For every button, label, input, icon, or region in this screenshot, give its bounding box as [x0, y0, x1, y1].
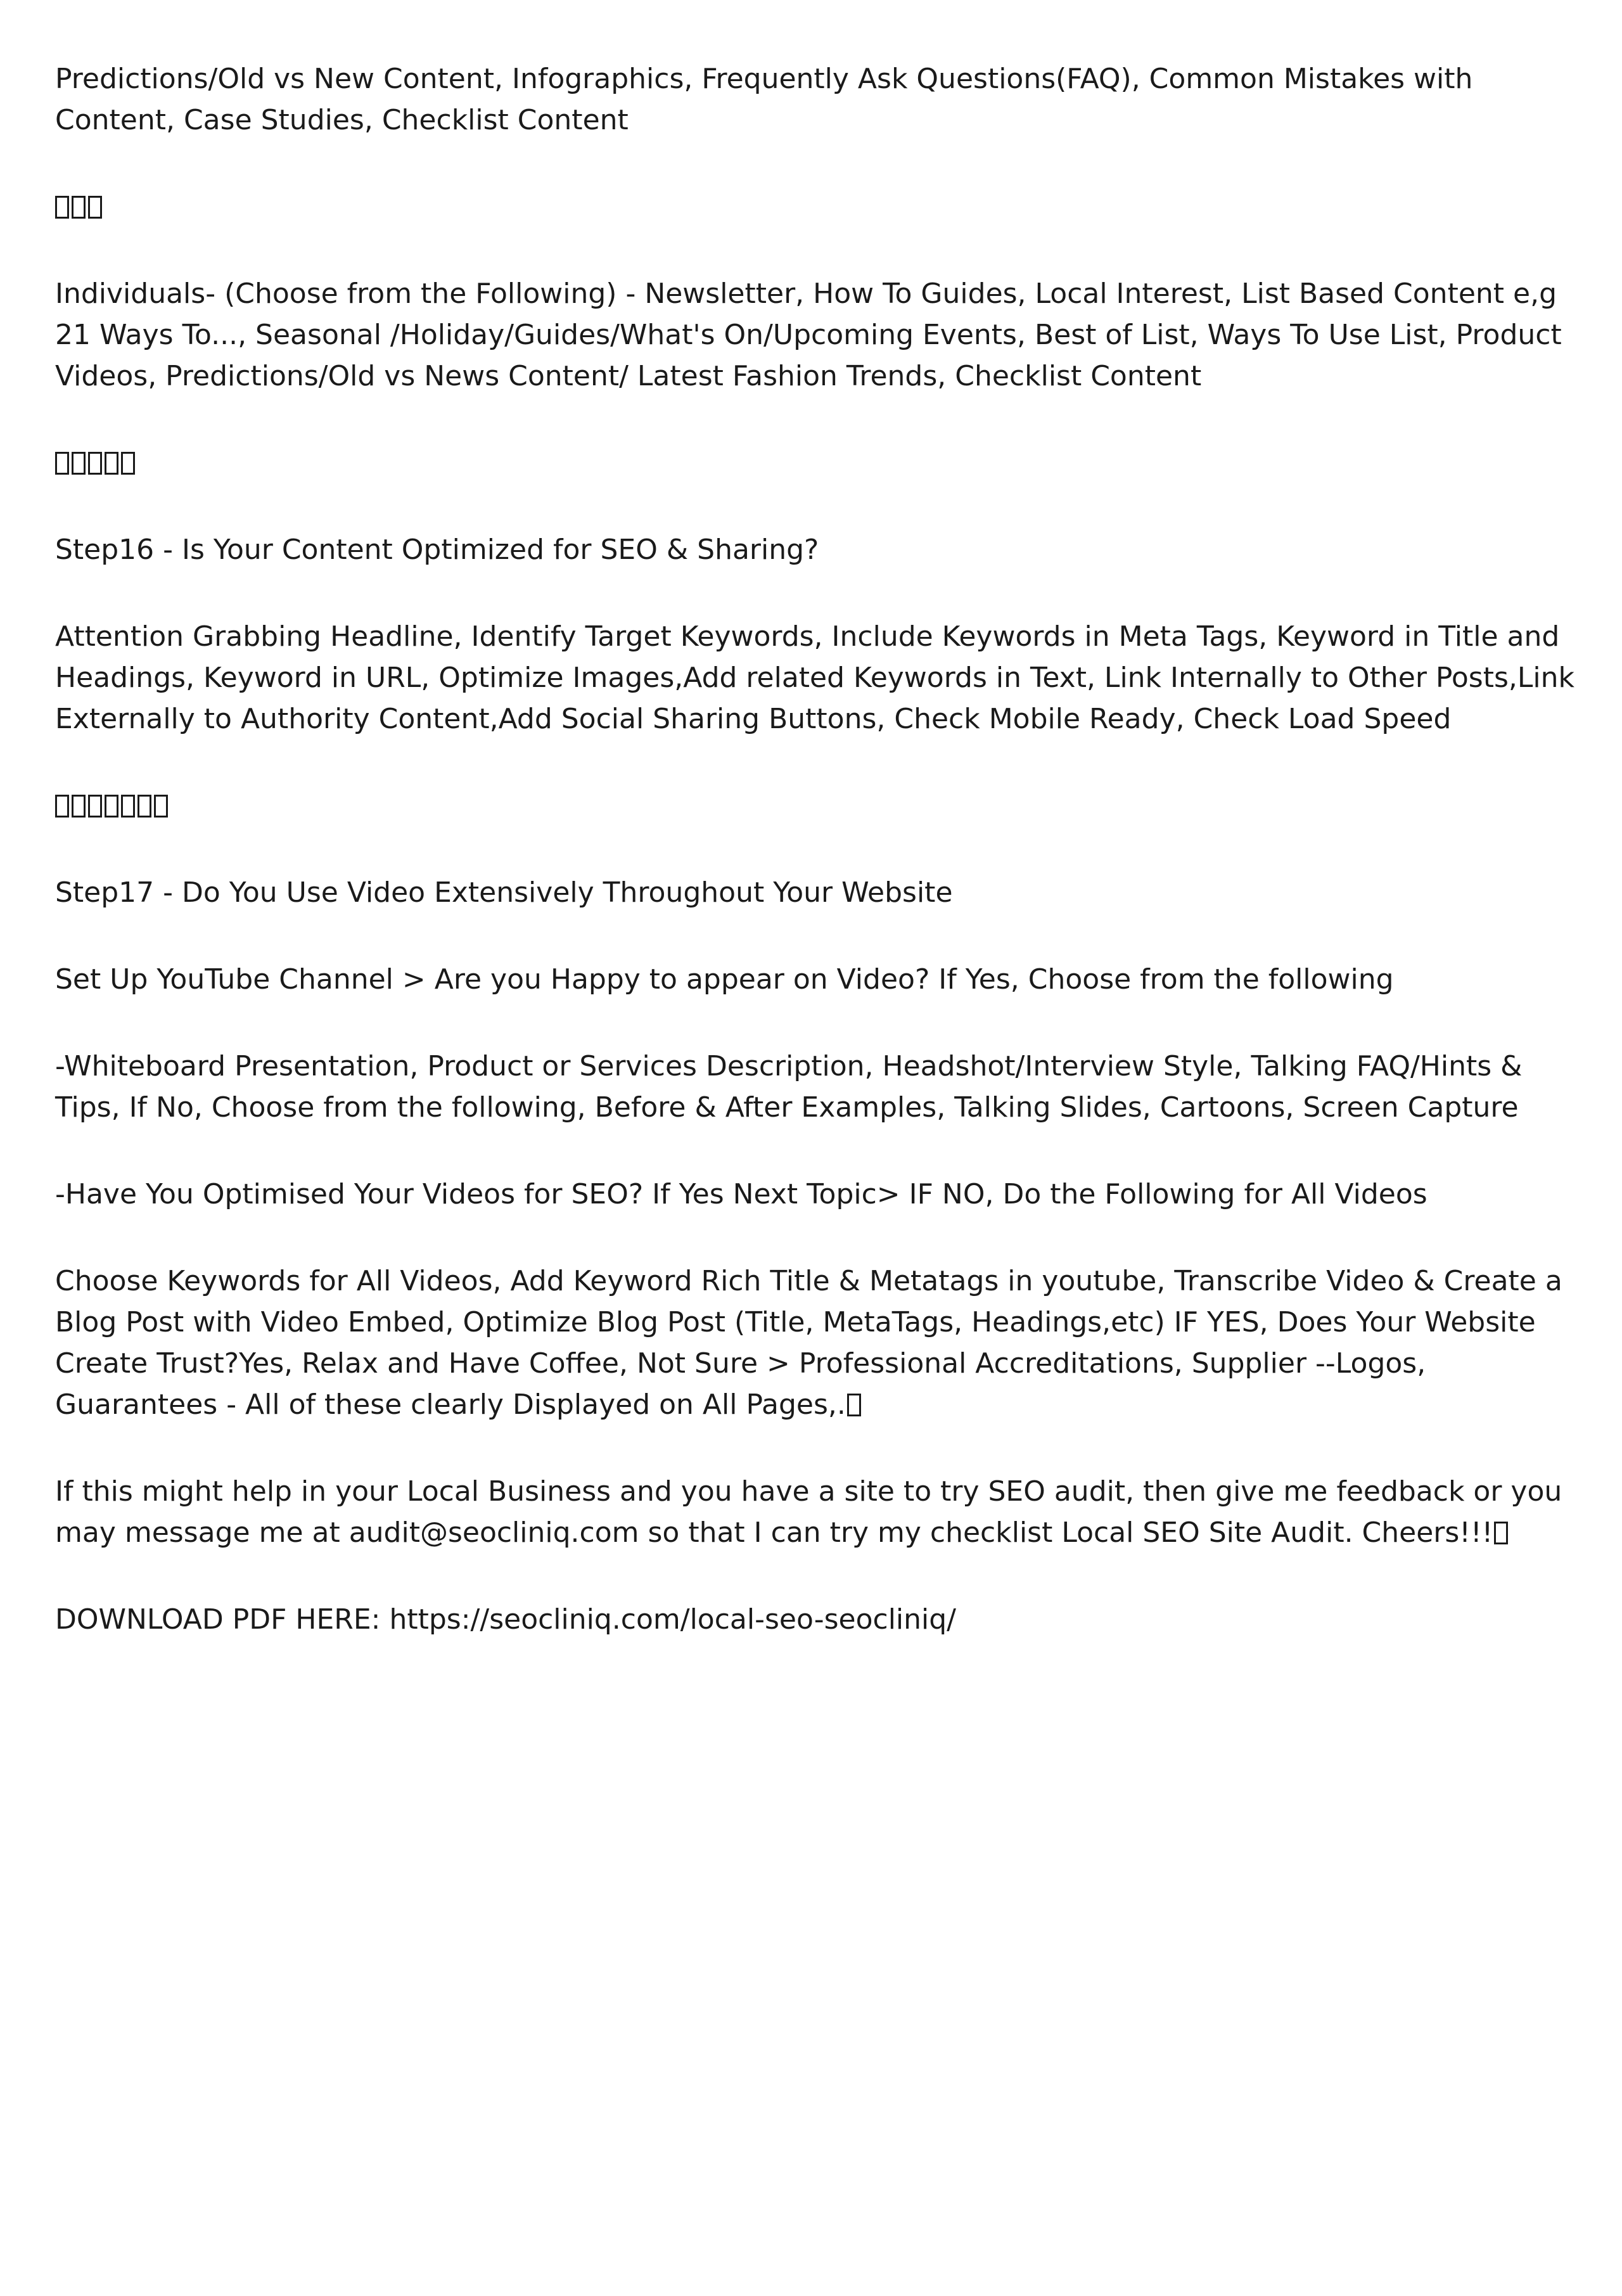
missing-glyph-separator — [55, 186, 1588, 228]
missing-glyph-icon — [88, 196, 102, 219]
paragraph-feedback-request — [55, 1471, 1588, 1553]
heading-step16: Step16 - Is Your Content Optimized for SEO & Sharing? — [55, 534, 819, 566]
missing-glyph-separator — [55, 785, 1588, 826]
missing-glyph-icon — [55, 452, 69, 475]
document-body — [55, 58, 1588, 1686]
paragraph-content-types-businesses: Predictions/Old vs New Content, Infographics, Frequently Ask Questions(FAQ), Common Mistakes with Content, Case Studies, Checklist Content — [55, 63, 1473, 136]
paragraph-youtube-channel: Set Up YouTube Channel > Are you Happy to appear on Video? If Yes, Choose from the following — [55, 963, 1394, 996]
missing-glyph-icon — [105, 452, 118, 475]
paragraph-feedback-text: If this might help in your Local Business and you have a site to try SEO audit, then give me feedback or you may message me at audit@seocliniq.com so that I can try my checklist Local SEO Site Audit. Cheers!!! — [55, 1475, 1562, 1549]
heading-step17: Step17 - Do You Use Video Extensively Throughout Your Website — [55, 876, 953, 909]
missing-glyph-icon — [55, 196, 69, 219]
missing-glyph-icon — [154, 795, 168, 818]
missing-glyph-icon — [72, 452, 86, 475]
paragraph-video-types: -Whiteboard Presentation, Product or Services Description, Headshot/Interview Style, Talking FAQ/Hints & Tips, If No, Choose from the following, Before & After Examples, Talking Slides, Cartoons, Screen Capture — [55, 1050, 1523, 1124]
paragraph-seo-optimization: Attention Grabbing Headline, Identify Target Keywords, Include Keywords in Meta Tags, Keyword in Title and Headings, Keyword in URL, Optimize Images,Add related Keywords in Text, Link Internally to Other Posts,Link Externally to Authority Content,Add Social Sharing Buttons, Check Mobile Ready, Check Load Speed — [55, 620, 1574, 735]
paragraph-video-seo-question: -Have You Optimised Your Videos for SEO? If Yes Next Topic> IF NO, Do the Following for All Videos — [55, 1178, 1427, 1210]
missing-glyph-icon — [72, 795, 86, 818]
missing-glyph-icon — [88, 795, 102, 818]
download-pdf-link[interactable]: DOWNLOAD PDF HERE: https://seocliniq.com/local-seo-seocliniq/ — [55, 1603, 957, 1636]
missing-glyph-icon — [1494, 1522, 1508, 1544]
missing-glyph-icon — [88, 452, 102, 475]
missing-glyph-icon — [72, 196, 86, 219]
paragraph-video-keywords — [55, 1260, 1588, 1425]
missing-glyph-icon — [121, 452, 135, 475]
missing-glyph-icon — [121, 795, 135, 818]
paragraph-individuals: Individuals- (Choose from the Following) - Newsletter, How To Guides, Local Interest, List Based Content e,g 21 Ways To..., Seasonal /Holiday/Guides/What's On/Upcoming Events, Best of List, Ways To Use List, Product Videos, Predictions/Old vs News Content/ Latest Fashion Trends, Checklist Content — [55, 278, 1562, 392]
missing-glyph-separator — [55, 442, 1588, 484]
paragraph-video-keywords-text: Choose Keywords for All Videos, Add Keyword Rich Title & Metatags in youtube, Transcribe Video & Create a Blog Post with Video Embed, Optimize Blog Post (Title, MetaTags, Headings,etc) IF YES, Does Your Website Create Trust?Yes, Relax and Have Coffee, Not Sure > Professional Accreditations, Supplier --Logos, Guarantees - All of these clearly Displayed on All Pages,. — [55, 1265, 1562, 1421]
missing-glyph-icon — [847, 1394, 861, 1416]
missing-glyph-icon — [137, 795, 151, 818]
missing-glyph-icon — [105, 795, 118, 818]
missing-glyph-icon — [55, 795, 69, 818]
